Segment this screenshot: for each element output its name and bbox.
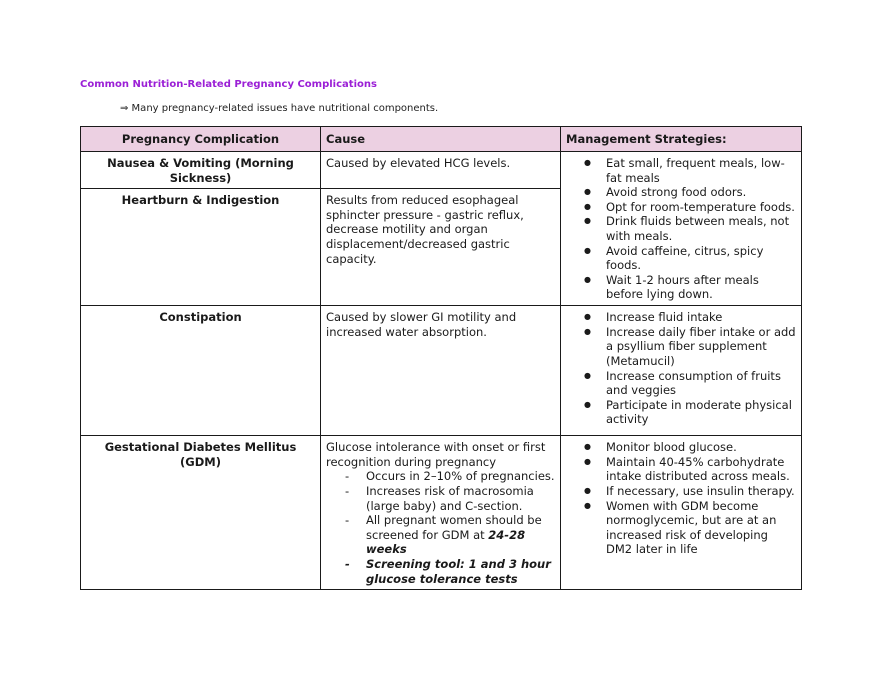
list-item: ● If necessary, use insulin therapy. [606, 484, 796, 499]
list-item: ● Increase daily fiber intake or add a psyllium fiber supplement (Metamucil) [606, 325, 796, 369]
list-item: ● Avoid strong food odors. [606, 185, 796, 200]
list-item: ● Maintain 40-45% carbohydrate intake distributed across meals. [606, 455, 796, 484]
table-row [81, 152, 802, 189]
header-cause: Cause [321, 127, 561, 152]
strategy-list [566, 156, 796, 302]
complication-cell: Heartburn & Indigestion [81, 189, 321, 306]
document-note: ⇒ Many pregnancy-related issues have nutritional components. [120, 103, 439, 114]
list-item: ● Increase consumption of fruits and veggies [606, 369, 796, 398]
list-item: ● Monitor blood glucose. [606, 440, 796, 455]
cause-text: Glucose intolerance with onset or first recognition during pregnancy [326, 440, 546, 469]
list-item: ● Eat small, frequent meals, low-fat meals [606, 156, 796, 185]
screening-weeks: 24-28 weeks [366, 527, 526, 557]
list-item: - Increases risk of macrosomia (large baby) and C-section. [366, 484, 555, 513]
cause-cell: Caused by slower GI motility and increased water absorption. [321, 306, 561, 436]
table-row [81, 436, 802, 590]
list-item: ● Drink fluids between meals, not with meals. [606, 214, 796, 243]
header-strategies: Management Strategies: [561, 127, 802, 152]
document-title: Common Nutrition-Related Pregnancy Complications [80, 79, 377, 90]
screening-tool: - Screening tool: 1 and 3 hour glucose tolerance tests [366, 557, 555, 586]
complication-cell: Gestational Diabetes Mellitus (GDM) [81, 436, 321, 590]
list-item [366, 513, 555, 557]
list-item: ● Participate in moderate physical activity [606, 398, 796, 427]
list-item: - Occurs in 2–10% of pregnancies. [366, 469, 555, 484]
strategies-cell [561, 436, 802, 590]
list-item: ● Women with GDM become normoglycemic, but are at an increased risk of developing DM2 later in life [606, 499, 796, 557]
list-item: ● Wait 1-2 hours after meals before lying down. [606, 273, 796, 302]
strategies-cell [561, 306, 802, 436]
header-complication: Pregnancy Complication [81, 127, 321, 152]
table-row [81, 306, 802, 436]
strategy-list [566, 440, 796, 557]
strategy-list [566, 310, 796, 427]
complication-cell: Nausea & Vomiting (Morning Sickness) [81, 152, 321, 189]
screening-text: All pregnant women should be screened for GDM at [366, 513, 542, 542]
cause-points [326, 469, 555, 586]
list-item: ● Opt for room-temperature foods. [606, 200, 796, 215]
complications-table [80, 126, 802, 590]
cause-cell: Results from reduced esophageal sphincter pressure - gastric reflux, decrease motility and organ displacement/decreased gastric capacity. [321, 189, 561, 306]
table-header-row [81, 127, 802, 152]
cause-cell [321, 436, 561, 590]
strategies-cell [561, 152, 802, 306]
list-item: ● Increase fluid intake [606, 310, 796, 325]
cause-cell: Caused by elevated HCG levels. [321, 152, 561, 189]
list-item: ● Avoid caffeine, citrus, spicy foods. [606, 244, 796, 273]
complication-cell: Constipation [81, 306, 321, 436]
